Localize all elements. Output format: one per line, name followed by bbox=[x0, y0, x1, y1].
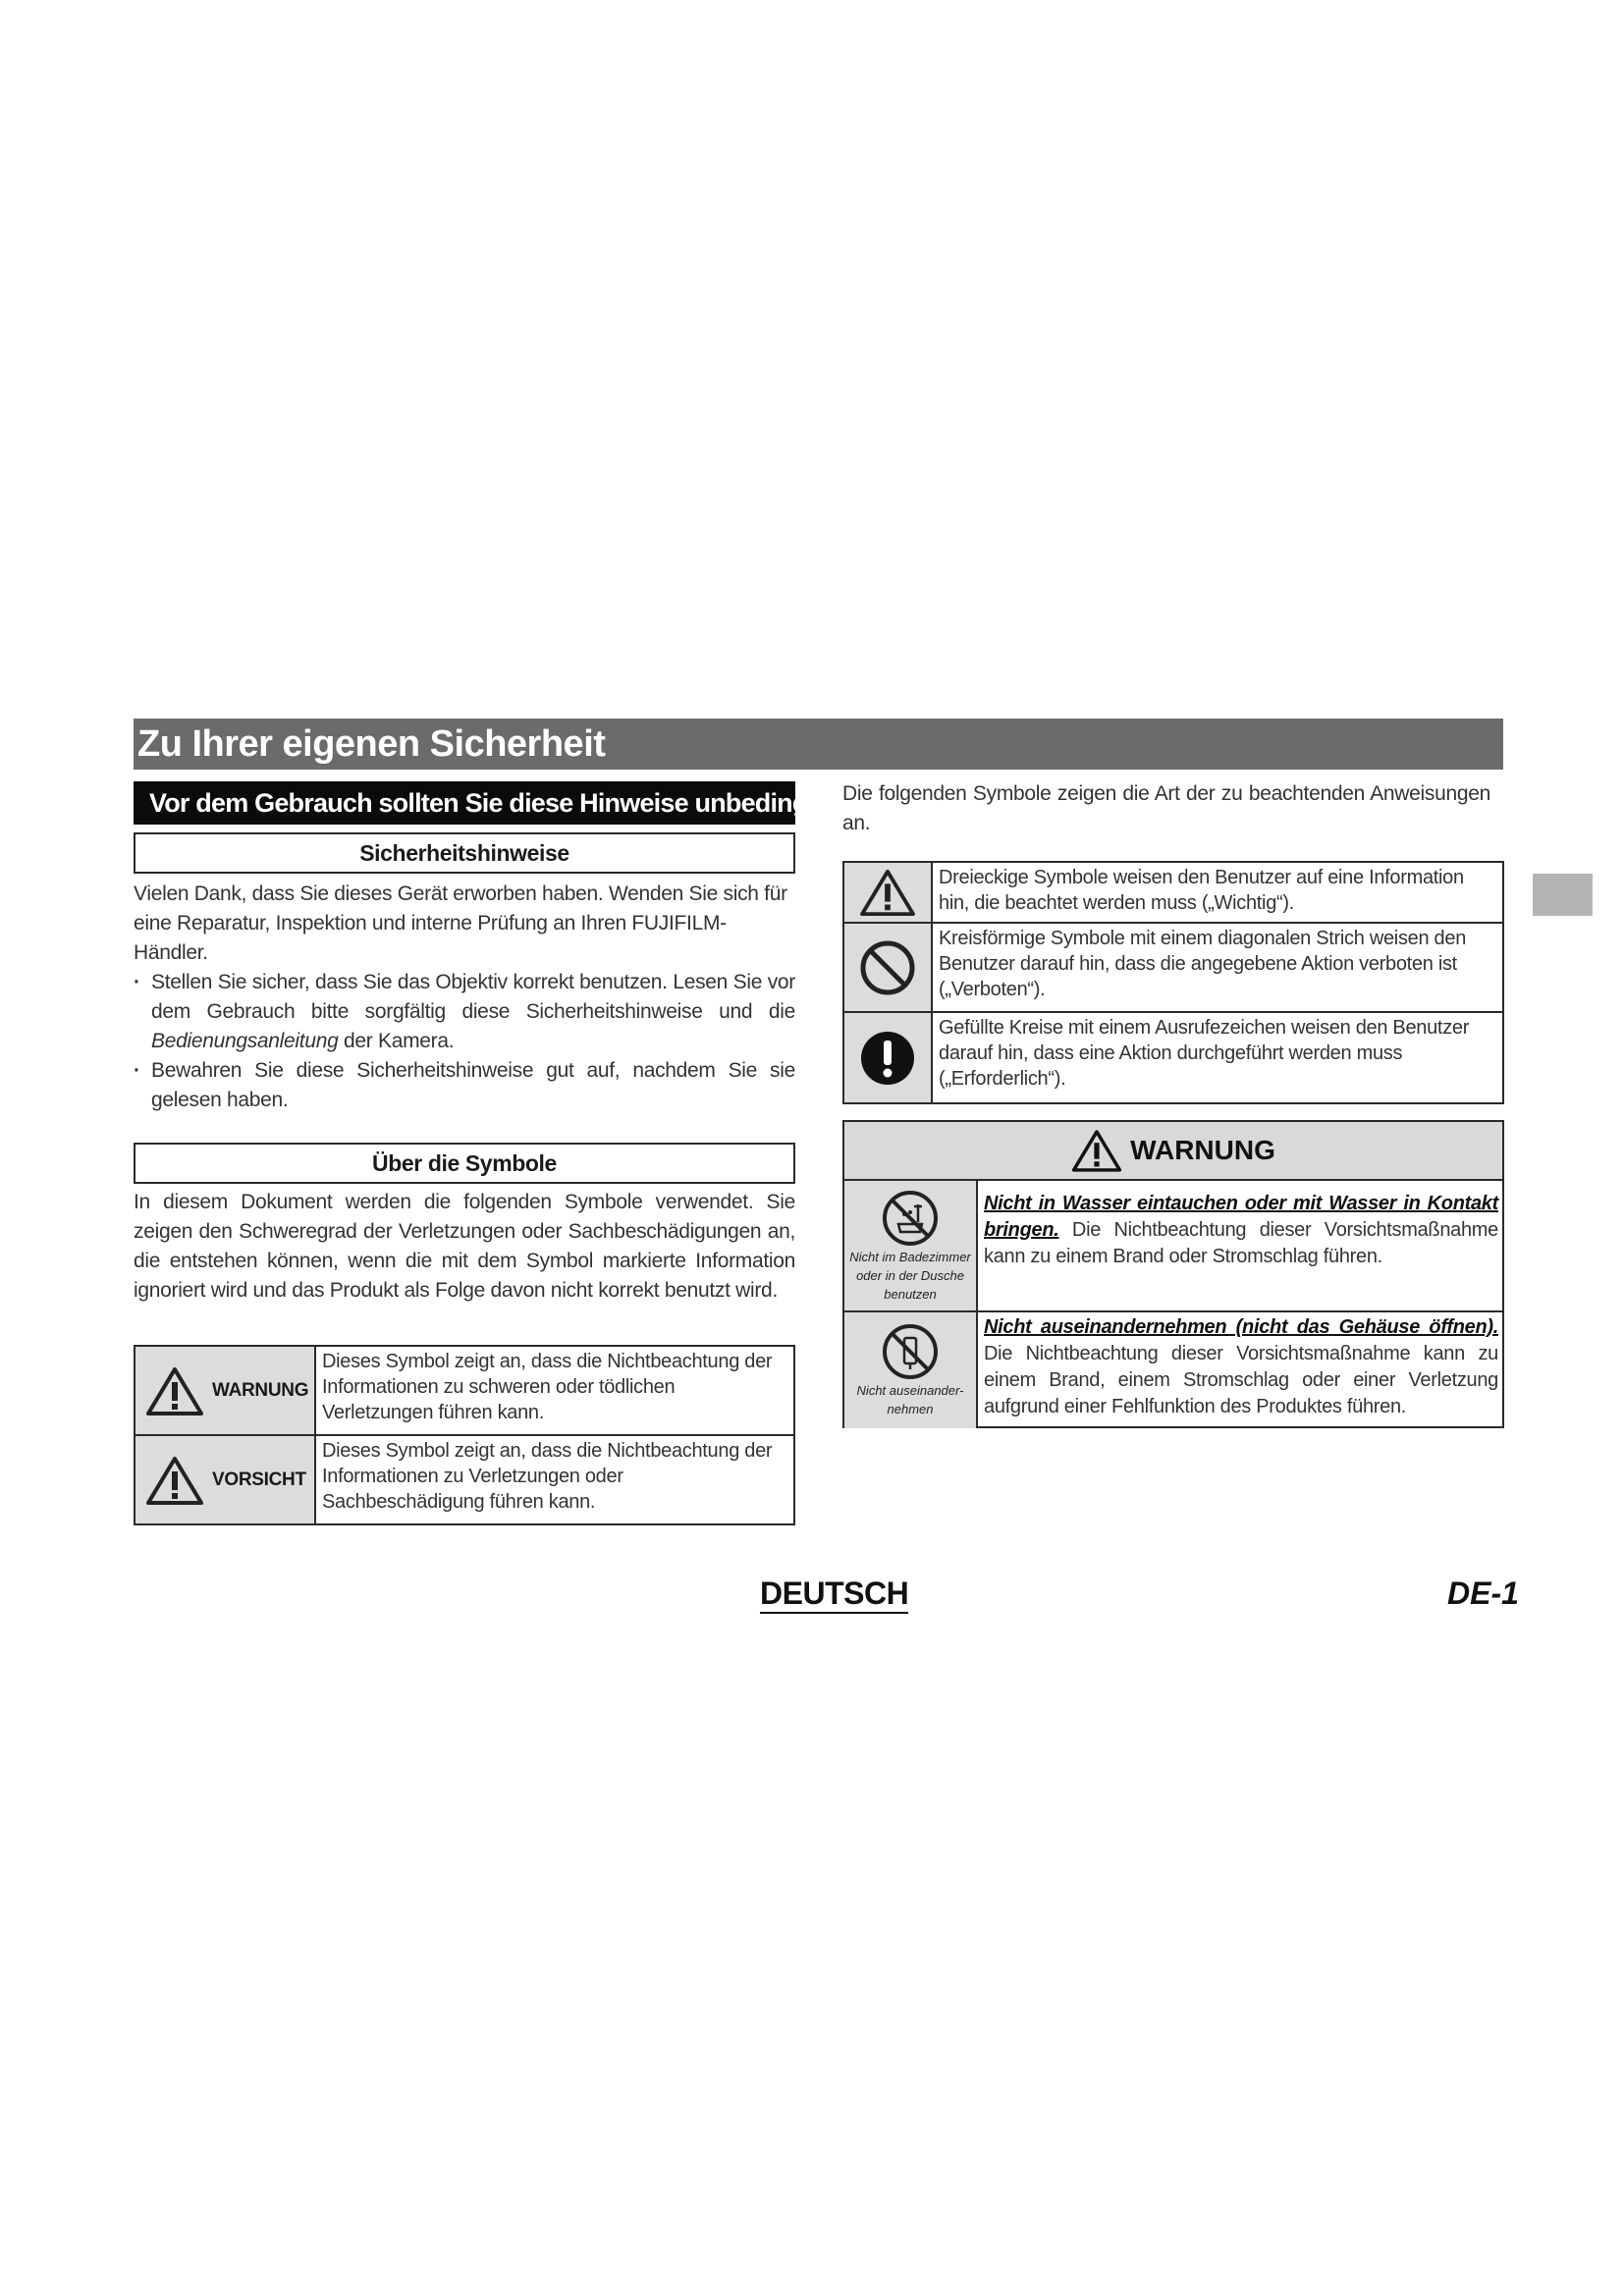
warning-item-water bbox=[844, 1181, 1502, 1312]
section-tab-marker bbox=[1533, 874, 1593, 916]
safety-intro: Vielen Dank, dass Sie dieses Gerät erworben haben. Wenden Sie sich für eine Reparatur, Inspektion und interne Prüfung an Ihren FUJIFILM-Händler. bbox=[134, 882, 787, 964]
no-disassembly-icon bbox=[881, 1322, 940, 1381]
warning-icon-cell bbox=[844, 1312, 978, 1428]
warning-triangle-icon bbox=[145, 1455, 204, 1506]
prohibited-icon bbox=[859, 939, 916, 996]
warning-caption-disassemble: Nicht auseinander-nehmen bbox=[856, 1383, 964, 1416]
section-subtitle: Vor dem Gebrauch sollten Sie diese Hinweise unbedingt lesen bbox=[134, 781, 795, 825]
severity-table bbox=[134, 1345, 795, 1525]
no-water-icon bbox=[881, 1189, 940, 1248]
symbols-heading: Über die Symbole bbox=[134, 1143, 795, 1184]
severity-row-warning bbox=[135, 1347, 793, 1436]
warning-triangle-icon bbox=[859, 868, 916, 917]
footer-language: DEUTSCH bbox=[760, 1575, 908, 1614]
warning-text-disassemble bbox=[978, 1312, 1502, 1428]
symbol-type-table bbox=[842, 861, 1504, 1104]
symbol-text-mandatory: Gefüllte Kreise mit einem Ausrufezeichen weisen den Benutzer darauf hin, dass eine Aktion durchgeführt werden muss („Erforderlich“). bbox=[939, 1017, 1470, 1090]
bullet-1-text: Stellen Sie sicher, dass Sie das Objektiv korrekt benutzen. Lesen Sie vor dem Gebrauch bitte sorgfältig diese Sicherheitshinweise und die bbox=[151, 971, 795, 1023]
page-number: DE-1 bbox=[1447, 1575, 1519, 1611]
warning-icon-cell bbox=[844, 1181, 978, 1310]
symbols-description: In diesem Dokument werden die folgenden Symbole verwendet. Sie zeigen den Schweregrad der Verletzungen oder Sachbeschädigungen an, die entstehen können, wenn die mit dem Symbol markierte Information ignoriert wird und das Produkt als Folge davon nicht korrekt benutzt wird. bbox=[134, 1191, 795, 1302]
warning-triangle-icon bbox=[145, 1365, 204, 1416]
symbol-text-prohibited: Kreisförmige Symbole mit einem diagonalen Strich weisen den Benutzer darauf hin, dass die angegebene Aktion verboten ist („Verboten“). bbox=[939, 928, 1467, 1000]
symbol-text-important: Dreieckige Symbole weisen den Benutzer auf eine Information hin, die beachtet werden muss („Wichtig“). bbox=[939, 867, 1464, 914]
warning-bold-water: Nicht in Wasser eintauchen oder mit Wasser in Kontakt bringen. bbox=[984, 1193, 1498, 1241]
severity-row-caution bbox=[135, 1436, 793, 1523]
safety-bullet-1 bbox=[134, 968, 795, 1056]
symbol-icon-cell bbox=[844, 863, 933, 922]
warning-item-disassemble bbox=[844, 1312, 1502, 1428]
warning-triangle-icon bbox=[1071, 1128, 1122, 1173]
safety-heading: Sicherheitshinweise bbox=[134, 832, 795, 874]
warning-body-disassemble: Die Nichtbeachtung dieser Vorsichtsmaßnahme kann zu einem Brand, einem Stromschlag oder einer Verletzung aufgrund einer Fehlfunktion des Produktes führen. bbox=[984, 1343, 1498, 1417]
warning-box bbox=[842, 1120, 1504, 1428]
warning-bold-disassemble: Nicht auseinandernehmen (nicht das Gehäuse öffnen). bbox=[984, 1316, 1498, 1338]
safety-text-block bbox=[134, 880, 795, 1115]
warning-body-water: Die Nichtbeachtung dieser Vorsichtsmaßnahme kann zu einem Brand oder Stromschlag führen. bbox=[984, 1219, 1498, 1267]
symbol-row-mandatory bbox=[844, 1013, 1502, 1102]
severity-icon-cell bbox=[135, 1347, 316, 1434]
safety-bullet-2: · Bewahren Sie diese Sicherheitshinweise gut auf, nachdem Sie sie gelesen haben. bbox=[134, 1056, 795, 1115]
symbol-row-important bbox=[844, 863, 1502, 924]
warning-text-water bbox=[978, 1181, 1502, 1310]
warning-caption-water: Nicht im Badezimmer oder in der Dusche benutzen bbox=[849, 1249, 971, 1302]
symbol-row-prohibited bbox=[844, 924, 1502, 1013]
severity-text-caution: Dieses Symbol zeigt an, dass die Nichtbeachtung der Informationen zu Verletzungen oder Sachbeschädigung führen kann. bbox=[322, 1440, 773, 1513]
mandatory-exclamation-icon bbox=[859, 1030, 916, 1087]
severity-icon-cell bbox=[135, 1436, 316, 1523]
warning-box-header bbox=[844, 1122, 1502, 1181]
symbols-intro: Die folgenden Symbole zeigen die Art der zu beachtenden Anweisungen an. bbox=[842, 782, 1490, 834]
bullet-1-manual-title: Bedienungsanleitung bbox=[151, 1030, 339, 1052]
symbol-icon-cell bbox=[844, 1013, 933, 1102]
severity-label-warning: WARNUNG bbox=[212, 1379, 309, 1401]
severity-label-caution: VORSICHT bbox=[212, 1468, 306, 1490]
warning-box-title: WARNUNG bbox=[1130, 1135, 1275, 1165]
symbol-icon-cell bbox=[844, 924, 933, 1011]
page-title: Zu Ihrer eigenen Sicherheit bbox=[134, 719, 1503, 770]
severity-text-warning: Dieses Symbol zeigt an, dass die Nichtbeachtung der Informationen zu schweren oder tödlichen Verletzungen führen kann. bbox=[322, 1351, 773, 1423]
bullet-1-end: der Kamera. bbox=[338, 1030, 455, 1052]
